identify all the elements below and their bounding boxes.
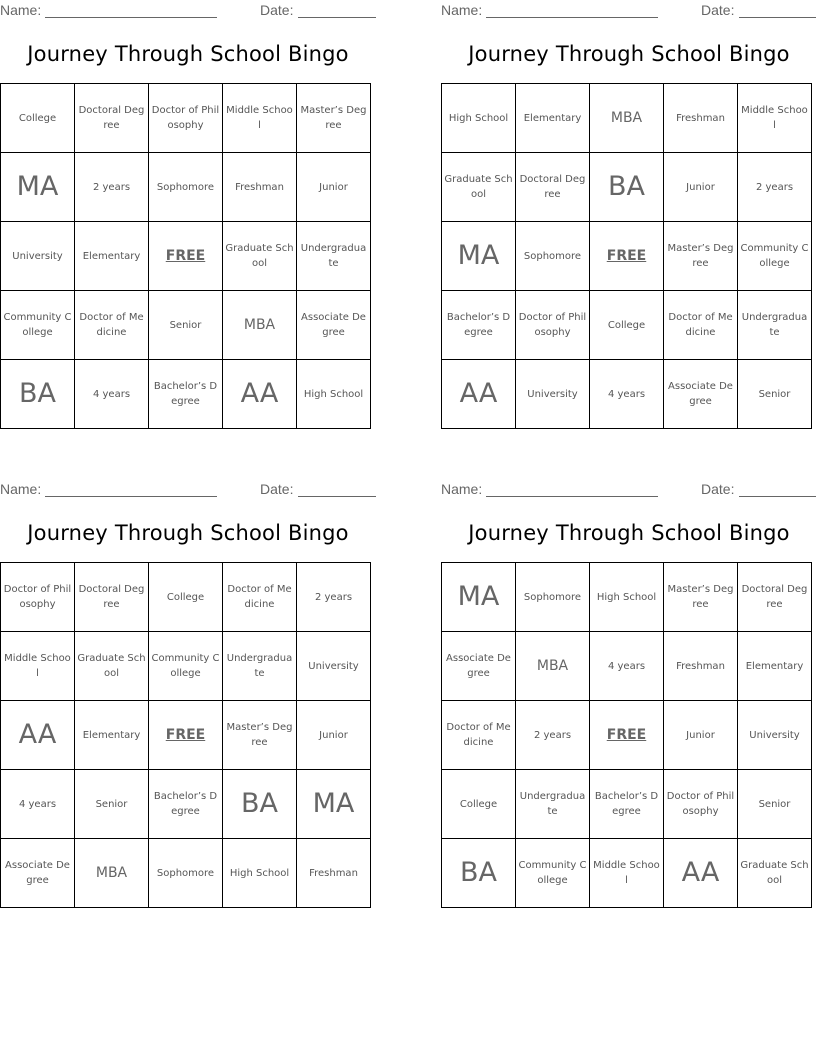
- name-label: Name:: [0, 481, 42, 497]
- free-space-cell[interactable]: FREE: [149, 701, 223, 770]
- bingo-cell[interactable]: 4 years: [75, 360, 149, 429]
- bingo-cell[interactable]: AA: [442, 360, 516, 429]
- bingo-cell[interactable]: Sophomore: [516, 563, 590, 632]
- date-label: Date:: [260, 481, 294, 497]
- bingo-cell[interactable]: Associate Degree: [442, 632, 516, 701]
- bingo-cell[interactable]: High School: [442, 84, 516, 153]
- bingo-cell[interactable]: BA: [223, 770, 297, 839]
- bingo-cell[interactable]: Master’s Degree: [223, 701, 297, 770]
- bingo-cell[interactable]: Junior: [664, 153, 738, 222]
- bingo-cell[interactable]: Elementary: [75, 222, 149, 291]
- bingo-cell[interactable]: Master’s Degree: [664, 222, 738, 291]
- bingo-cell[interactable]: Freshman: [297, 839, 371, 908]
- bingo-cell[interactable]: MBA: [75, 839, 149, 908]
- bingo-cell[interactable]: 2 years: [75, 153, 149, 222]
- bingo-cell[interactable]: Doctor of Philosophy: [516, 291, 590, 360]
- bingo-cell[interactable]: Community College: [149, 632, 223, 701]
- date-field[interactable]: [739, 17, 816, 18]
- bingo-cell[interactable]: MBA: [516, 632, 590, 701]
- bingo-cell[interactable]: Senior: [738, 360, 812, 429]
- bingo-cell[interactable]: Doctoral Degree: [738, 563, 812, 632]
- bingo-cell[interactable]: Doctoral Degree: [516, 153, 590, 222]
- date-label: Date:: [701, 481, 735, 497]
- bingo-cell[interactable]: Sophomore: [149, 839, 223, 908]
- name-field[interactable]: [45, 17, 217, 18]
- bingo-cell[interactable]: Graduate School: [442, 153, 516, 222]
- name-label: Name:: [441, 481, 483, 497]
- bingo-cell[interactable]: Graduate School: [738, 839, 812, 908]
- name-field[interactable]: [45, 496, 217, 497]
- bingo-cell[interactable]: MA: [1, 153, 75, 222]
- name-label: Name:: [0, 2, 42, 18]
- bingo-cell[interactable]: High School: [223, 839, 297, 908]
- bingo-cell[interactable]: Middle School: [223, 84, 297, 153]
- bingo-cell[interactable]: University: [297, 632, 371, 701]
- card-title: Journey Through School Bingo: [468, 521, 790, 545]
- bingo-cell[interactable]: MA: [442, 563, 516, 632]
- bingo-cell[interactable]: Associate Degree: [1, 839, 75, 908]
- bingo-cell[interactable]: Elementary: [75, 701, 149, 770]
- bingo-cell[interactable]: Freshman: [223, 153, 297, 222]
- bingo-cell[interactable]: Senior: [149, 291, 223, 360]
- bingo-cell[interactable]: Master’s Degree: [297, 84, 371, 153]
- date-field[interactable]: [298, 17, 376, 18]
- bingo-cell[interactable]: Freshman: [664, 84, 738, 153]
- bingo-cell[interactable]: AA: [1, 701, 75, 770]
- bingo-cell[interactable]: BA: [590, 153, 664, 222]
- bingo-cell[interactable]: 4 years: [590, 632, 664, 701]
- bingo-cell[interactable]: Sophomore: [516, 222, 590, 291]
- bingo-cell[interactable]: Elementary: [516, 84, 590, 153]
- bingo-cell[interactable]: Middle School: [590, 839, 664, 908]
- bingo-cell[interactable]: Bachelor’s Degree: [149, 360, 223, 429]
- bingo-cell[interactable]: College: [149, 563, 223, 632]
- bingo-cell[interactable]: Doctor of Medicine: [75, 291, 149, 360]
- free-space-cell[interactable]: FREE: [149, 222, 223, 291]
- bingo-cell[interactable]: Bachelor’s Degree: [590, 770, 664, 839]
- free-space-cell[interactable]: FREE: [590, 701, 664, 770]
- bingo-cell[interactable]: High School: [297, 360, 371, 429]
- bingo-cell[interactable]: University: [1, 222, 75, 291]
- bingo-cell[interactable]: Associate Degree: [297, 291, 371, 360]
- free-space-cell[interactable]: FREE: [590, 222, 664, 291]
- date-label: Date:: [701, 2, 735, 18]
- bingo-cell[interactable]: Doctoral Degree: [75, 84, 149, 153]
- bingo-cell[interactable]: BA: [1, 360, 75, 429]
- bingo-cell[interactable]: Bachelor’s Degree: [149, 770, 223, 839]
- bingo-cell[interactable]: Community College: [1, 291, 75, 360]
- bingo-cell[interactable]: Senior: [738, 770, 812, 839]
- bingo-cell[interactable]: Junior: [297, 701, 371, 770]
- bingo-cell[interactable]: AA: [223, 360, 297, 429]
- bingo-cell[interactable]: Sophomore: [149, 153, 223, 222]
- bingo-cell[interactable]: MA: [297, 770, 371, 839]
- bingo-cell[interactable]: BA: [442, 839, 516, 908]
- name-label: Name:: [441, 2, 483, 18]
- card-header: [0, 0, 376, 20]
- card-header: [441, 0, 816, 20]
- bingo-cell[interactable]: College: [1, 84, 75, 153]
- name-field[interactable]: [486, 496, 658, 497]
- bingo-cell[interactable]: Graduate School: [75, 632, 149, 701]
- bingo-card: [0, 0, 376, 432]
- card-title: Journey Through School Bingo: [27, 521, 349, 545]
- date-field[interactable]: [298, 496, 376, 497]
- name-field[interactable]: [486, 17, 658, 18]
- bingo-cell[interactable]: AA: [664, 839, 738, 908]
- bingo-cell[interactable]: MBA: [590, 84, 664, 153]
- bingo-cell[interactable]: University: [738, 701, 812, 770]
- bingo-cell[interactable]: Doctor of Philosophy: [149, 84, 223, 153]
- bingo-cell[interactable]: Junior: [297, 153, 371, 222]
- bingo-card: [441, 479, 816, 911]
- bingo-cell[interactable]: College: [442, 770, 516, 839]
- bingo-cell[interactable]: Doctoral Degree: [75, 563, 149, 632]
- bingo-cell[interactable]: University: [516, 360, 590, 429]
- bingo-cell[interactable]: Graduate School: [223, 222, 297, 291]
- bingo-cell[interactable]: Elementary: [738, 632, 812, 701]
- bingo-cell[interactable]: Community College: [738, 222, 812, 291]
- card-header: [441, 479, 816, 499]
- bingo-cell[interactable]: Doctor of Medicine: [664, 291, 738, 360]
- bingo-cell[interactable]: Doctor of Philosophy: [1, 563, 75, 632]
- bingo-cell[interactable]: Undergraduate: [223, 632, 297, 701]
- bingo-grid: [441, 83, 812, 429]
- bingo-grid: [441, 562, 812, 908]
- card-title: Journey Through School Bingo: [27, 42, 349, 66]
- bingo-card: [0, 479, 376, 911]
- bingo-cell[interactable]: Doctor of Philosophy: [664, 770, 738, 839]
- card-title: Journey Through School Bingo: [468, 42, 790, 66]
- bingo-cell[interactable]: Middle School: [1, 632, 75, 701]
- bingo-cell[interactable]: Bachelor’s Degree: [442, 291, 516, 360]
- bingo-cell[interactable]: College: [590, 291, 664, 360]
- bingo-cell[interactable]: 2 years: [297, 563, 371, 632]
- card-header: [0, 479, 376, 499]
- bingo-cell[interactable]: Senior: [75, 770, 149, 839]
- date-field[interactable]: [739, 496, 816, 497]
- date-label: Date:: [260, 2, 294, 18]
- bingo-grid: [0, 83, 371, 429]
- bingo-cell[interactable]: 4 years: [590, 360, 664, 429]
- bingo-cell[interactable]: High School: [590, 563, 664, 632]
- bingo-cell[interactable]: Undergraduate: [297, 222, 371, 291]
- bingo-grid: [0, 562, 371, 908]
- bingo-cell[interactable]: 2 years: [738, 153, 812, 222]
- bingo-cell[interactable]: Undergraduate: [516, 770, 590, 839]
- bingo-cell[interactable]: 4 years: [1, 770, 75, 839]
- bingo-cell[interactable]: Undergraduate: [738, 291, 812, 360]
- bingo-cell[interactable]: MA: [442, 222, 516, 291]
- bingo-cell[interactable]: Junior: [664, 701, 738, 770]
- bingo-cell[interactable]: Freshman: [664, 632, 738, 701]
- bingo-cell[interactable]: Community College: [516, 839, 590, 908]
- bingo-cell[interactable]: Middle School: [738, 84, 812, 153]
- bingo-cell[interactable]: MBA: [223, 291, 297, 360]
- bingo-card: [441, 0, 816, 432]
- bingo-cell[interactable]: Master’s Degree: [664, 563, 738, 632]
- bingo-cell[interactable]: Associate Degree: [664, 360, 738, 429]
- bingo-cell[interactable]: 2 years: [516, 701, 590, 770]
- bingo-cell[interactable]: Doctor of Medicine: [442, 701, 516, 770]
- bingo-cell[interactable]: Doctor of Medicine: [223, 563, 297, 632]
